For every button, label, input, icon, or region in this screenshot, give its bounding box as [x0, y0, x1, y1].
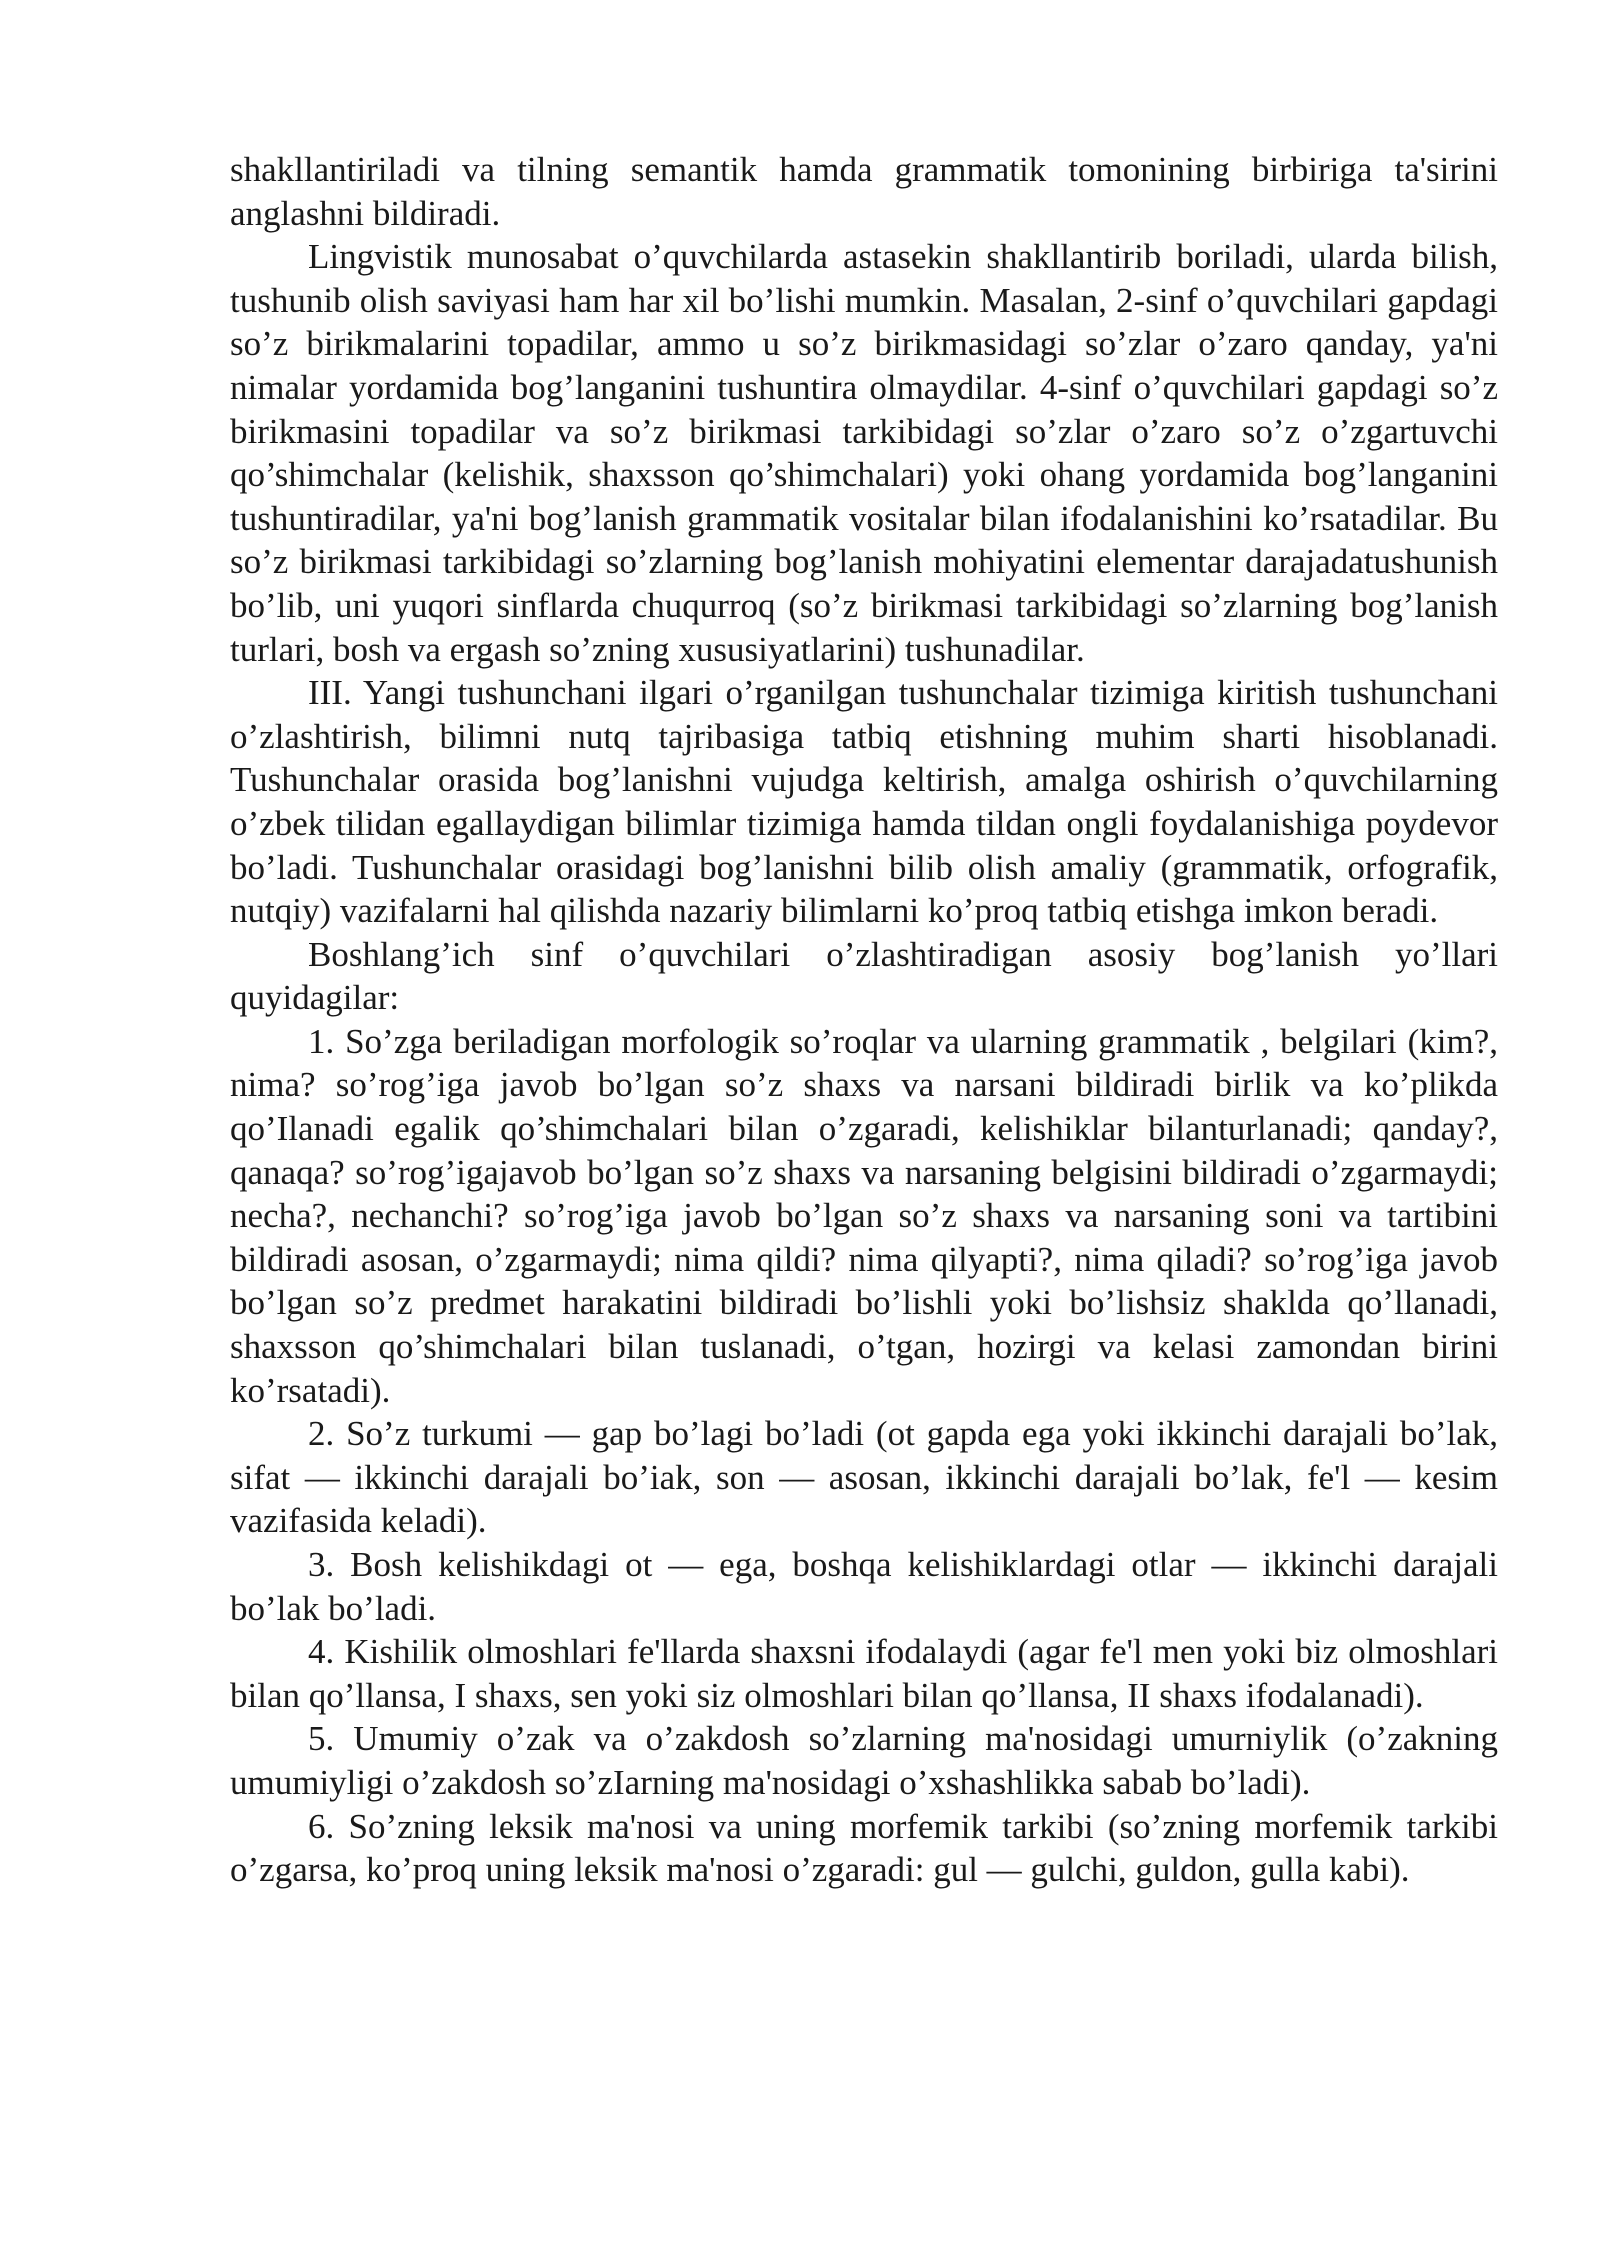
list-item-2: 2. So’z turkumi — gap bo’lagi bo’ladi (ot gapda ega yoki ikkinchi darajali bo’lak, sifat — ikkinchi darajali bo’iak, son — asosan, ikkinchi darajali bo’lak, fe'l — kesim vazifasida keladi). [230, 1414, 1498, 1541]
paragraph-continuation: shakllantiriladi va tilning semantik hamda grammatik tomonining birbiriga ta'sirini anglashni bildiradi. [230, 150, 1498, 233]
paragraph-list-intro: Boshlang’ich sinf o’quvchilari o’zlashtiradigan asosiy bog’lanish yo’llari quyidagilar: [230, 934, 1498, 1018]
list-item-4: 4. Kishilik olmoshlari fe'llarda shaxsni ifodalaydi (agar fe'l men yoki biz olmoshlari bilan qo’llansa, I shaxs, sen yoki siz olmoshlari bilan qo’llansa, II shaxs ifodalanadi). [230, 1632, 1498, 1715]
list-item-6: 6. So’zning leksik ma'nosi va uning morfemik tarkibi (so’zning morfemik tarkibi o’zgarsa, ko’proq uning leksik ma'nosi o’zgaradi: gul — gulchi, guldon, gulla kabi). [230, 1806, 1498, 1890]
list-item-3: 3. Bosh kelishikdagi ot — ega, boshqa kelishiklardagi otlar — ikkinchi darajali bo’lak bo’ladi. [230, 1545, 1498, 1628]
list-item-5: 5. Umumiy o’zak va o’zakdosh so’zlarning ma'nosidagi umurniylik (o’zakning umumiyligi o’zakdosh so’zIarning ma'nosidagi o’xshashlikka sabab bo’ladi). [230, 1719, 1498, 1802]
paragraph-linguistic-relation: Lingvistik munosabat o’quvchilarda astasekin shakllantirib boriladi, ularda bilish, tushunib olish saviyasi ham har xil bo’lishi mumkin. Masalan, 2-sinf o’quvchilari gapdagi so’z birikmalarini topadilar, ammo u so’z birikmasidagi so’zlar o’zaro qanday, ya'ni nimalar yordamida bog’langanini tushuntira olmaydilar. 4-sinf o’quvchilari gapdagi so’z birikmasini topadilar va so’z birikmasi tarkibidagi so’zlar o’zaro so’z o’zgartuvchi qo’shimchalar (kelishik, shaxsson qo’shimchalari) yoki ohang yordamida bog’langanini tushuntiradilar, ya'ni bog’lanish grammatik vositalar bilan ifodalanishini ko’rsatadilar. Bu so’z birikmasi tarkibidagi so’zlarning bog’lanish mohiyatini elementar darajadatushunish bo’lib, uni yuqori sinflarda chuqurroq (so’z birikmasi tarkibidagi so’zlarning bog’lanish turlari, bosh va ergash so’zning xususiyatlarini) tushunadilar. [230, 237, 1498, 669]
paragraph-section-iii: III. Yangi tushunchani ilgari o’rganilgan tushunchalar tizimiga kiritish tushunchani o’zlashtirish, bilimni nutq tajribasiga tatbiq etishning muhim sharti hisoblanadi. Tushunchalar orasida bog’lanishni vujudga keltirish, amalga oshirish o’quvchilarning o’zbek tilidan egallaydigan bilimlar tizimiga hamda tildan ongli foydalanishiga poydevor bo’ladi. Tushunchalar orasidagi bog’lanishni bilib olish amaliy (grammatik, orfografik, nutqiy) vazifalarni hal qilishda nazariy bilimlarni ko’proq tatbiq etishga imkon beradi. [230, 673, 1498, 931]
list-item-1: 1. So’zga beriladigan morfologik so’roqlar va ularning grammatik , belgilari (kim?, nima? so’rog’iga javob bo’lgan so’z shaxs va narsani bildiradi birlik va ko’plikda qo’Ilanadi egalik qo’shimchalari bilan o’zgaradi, kelishiklar bilanturlanadi; qanday?, qanaqa? so’rog’igajavob bo’lgan so’z shaxs va narsaning belgisini bildiradi o’zgarmaydi; necha?, nechanchi? so’rog’iga javob bo’lgan so’z shaxs va narsaning soni va tartibini bildiradi asosan, o’zgarmaydi; nima qildi? nima qilyapti?, nima qiladi? so’rog’iga javob bo’lgan so’z predmet harakatini bildiradi bo’lishli yoki bo’lishsiz shaklda qo’llanadi, shaxsson qo’shimchalari bilan tuslanadi, o’tgan, hozirgi va kelasi zamondan birini ko’rsatadi). [230, 1021, 1498, 1410]
document-page [230, 148, 1498, 1892]
